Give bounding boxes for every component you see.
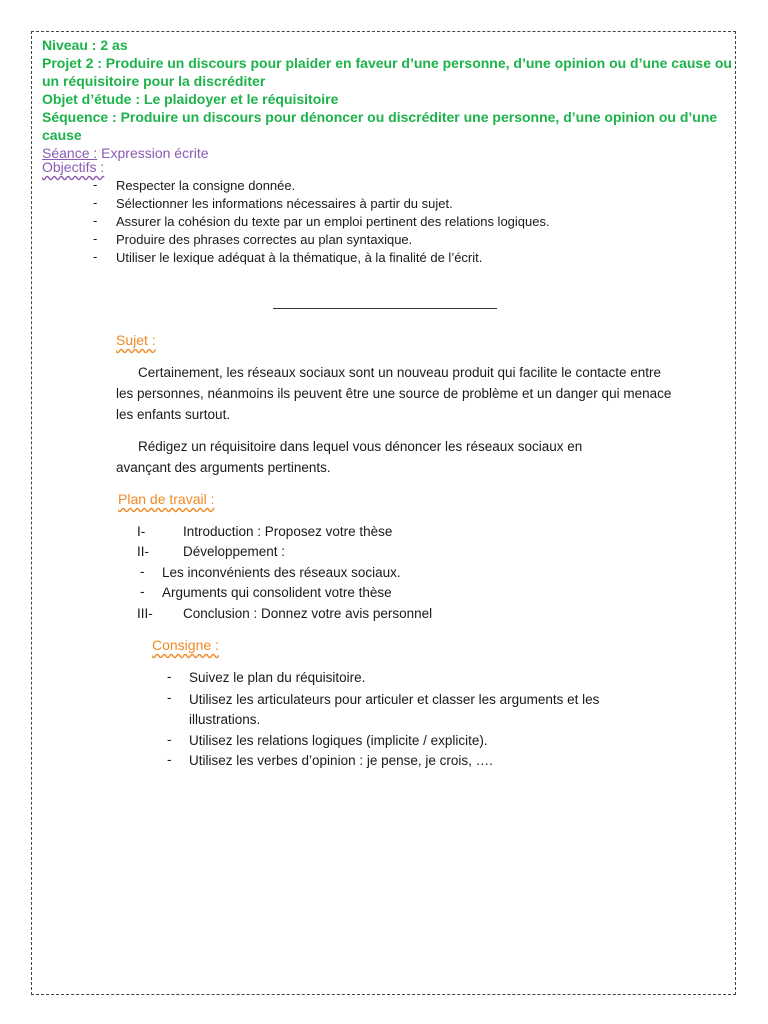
plan-item-i: Introduction : Proposez votre thèse [183,524,393,539]
plan-sub-item: Arguments qui consolident votre thèse [162,585,392,600]
bullet-dash: - [93,249,98,264]
bullet-dash: - [140,584,145,599]
sujet-title: Sujet : [116,332,156,348]
consigne-item: Utilisez les verbes d’opinion : je pense, je crois, …. [189,753,493,768]
plan-item-iii: Conclusion : Donnez votre avis personnel [183,606,433,621]
header-block [42,36,732,162]
bullet-dash: - [140,564,145,579]
objectif-item: Utiliser le lexique adéquat à la thématique, à la finalité de l’écrit. [116,250,483,265]
seance-line [42,144,732,162]
consigne-item: Utilisez les relations logiques (implicite / explicite). [189,733,488,748]
page-frame [31,31,736,995]
plan-num-i: I- [137,524,146,539]
objet-line: Objet d’étude : Le plaidoyer et le réquisitoire [42,91,339,107]
consigne-item: Suivez le plan du réquisitoire. [189,670,366,685]
bullet-dash: - [93,213,98,228]
plan-title: Plan de travail : [118,491,215,507]
seance-value: Expression écrite [97,145,209,161]
seance-label: Séance : [42,145,98,161]
objectif-item: Assurer la cohésion du texte par un emploi pertinent des relations logiques. [116,214,550,229]
objectifs-title: Objectifs : [42,159,105,175]
consigne-title: Consigne : [152,637,219,653]
plan-num-iii: III- [137,606,153,621]
consigne-item: Utilisez les articulateurs pour articuler et classer les arguments et les illustrations. [189,692,600,727]
bullet-dash: - [93,195,98,210]
plan-num-ii: II- [137,544,149,559]
bullet-dash: - [167,669,172,684]
plan-item-ii: Développement : [183,544,286,559]
sequence-line: Séquence : Produire un discours pour dénoncer ou discréditer une personne, d’une opinion ou d’une cause [42,109,718,143]
objectif-item: Sélectionner les informations nécessaires à partir du sujet. [116,196,453,211]
objectif-item: Respecter la consigne donnée. [116,178,296,193]
plan-sub-item: Les inconvénients des réseaux sociaux. [162,565,401,580]
sujet-paragraph-1: Certainement, les réseaux sociaux sont un nouveau produit qui facilite le contacte entre les personnes, néanmoins ils peuvent être une source de problème et un danger qui menace les enfants surtout. [116,365,672,422]
niveau-line: Niveau : 2 as [42,37,128,53]
bullet-dash: - [167,690,172,705]
sujet-paragraph-2: Rédigez un réquisitoire dans lequel vous dénoncer les réseaux sociaux en avançant des arguments pertinents. [116,439,583,475]
objectif-item: Produire des phrases correctes au plan syntaxique. [116,232,413,247]
bullet-dash: - [167,732,172,747]
bullet-dash: - [93,177,98,192]
bullet-dash: - [93,231,98,246]
projet-line: Projet 2 : Produire un discours pour plaider en faveur d’une personne, d’une opinion ou d’une cause ou un réquisitoire pour la discréditer [42,55,732,89]
separator-line [273,308,497,309]
bullet-dash: - [167,752,172,767]
